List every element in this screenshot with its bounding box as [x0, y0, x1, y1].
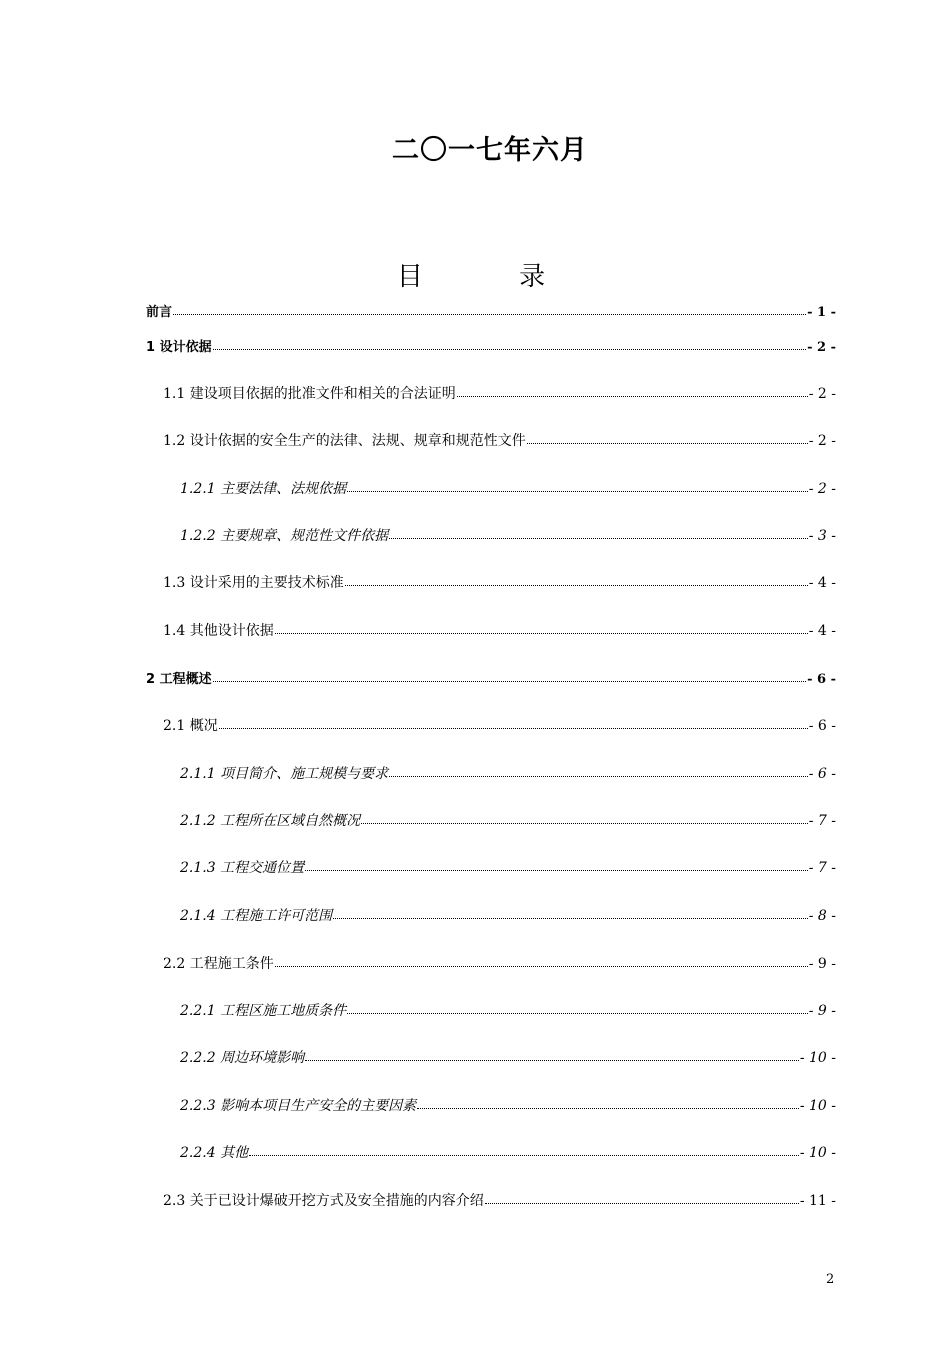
- toc-entry-label: 2.1.1 项目简介、施工规模与要求: [180, 766, 389, 782]
- dot-leader: [173, 302, 806, 316]
- toc-entry-2-1-3[interactable]: [180, 858, 836, 877]
- dot-leader: [347, 1001, 808, 1015]
- dot-leader: [275, 621, 808, 635]
- toc-entry-label: 2.2.1 工程区施工地质条件: [180, 1003, 347, 1019]
- toc-entry-page: - 10 -: [799, 1098, 836, 1114]
- toc-entry-label: 1.1 建设项目依据的批准文件和相关的合法证明: [163, 386, 456, 402]
- toc-entry-label: 2.1.3 工程交通位置: [180, 860, 305, 876]
- toc-entry-label: 1.2.2 主要规章、规范性文件依据: [180, 528, 389, 544]
- toc-entry-label: 2.3 关于已设计爆破开挖方式及安全措施的内容介绍: [163, 1193, 484, 1209]
- toc-entry-page: - 3 -: [808, 528, 836, 544]
- toc-entry-label: 2.2.3 影响本项目生产安全的主要因素: [180, 1098, 417, 1114]
- toc-entry-label: 1.3 设计采用的主要技术标准: [163, 575, 344, 591]
- dot-leader: [457, 384, 808, 398]
- toc-entry-1-4[interactable]: [163, 621, 836, 640]
- toc-entry-1[interactable]: [146, 337, 836, 357]
- toc-entry-page: - 7 -: [808, 860, 836, 876]
- toc-entry-label: 1.2 设计依据的安全生产的法律、法规、规章和规范性文件: [163, 433, 526, 449]
- toc-entry-2-2-1[interactable]: [180, 1001, 836, 1020]
- toc-entry-page: - 10 -: [799, 1050, 836, 1066]
- dot-leader: [275, 954, 808, 968]
- toc-entry-label: 2.1.2 工程所在区域自然概况: [180, 813, 361, 829]
- toc-entry-preface[interactable]: [146, 302, 836, 322]
- toc-entry-2-1-1[interactable]: [180, 764, 836, 783]
- toc-entry-1-3[interactable]: [163, 573, 836, 592]
- toc-entry-2-3[interactable]: [163, 1191, 836, 1210]
- toc-entry-page: - 7 -: [808, 813, 836, 829]
- toc-entry-label: 前言: [146, 305, 173, 320]
- toc-entry-label: 2.2 工程施工条件: [163, 956, 274, 972]
- toc-entry-label: 1.2.1 主要法律、法规依据: [180, 481, 347, 497]
- toc-entry-page: - 10 -: [799, 1145, 836, 1161]
- toc-entry-page: - 2 -: [807, 340, 836, 355]
- toc-entry-page: - 9 -: [808, 1003, 836, 1019]
- toc-entry-page: - 2 -: [808, 481, 836, 497]
- toc-entry-1-2-1[interactable]: [180, 479, 836, 498]
- toc-entry-page: - 6 -: [808, 766, 836, 782]
- dot-leader: [485, 1191, 799, 1205]
- toc-entry-1-1[interactable]: [163, 384, 836, 403]
- dot-leader: [345, 573, 808, 587]
- date-heading: 二〇一七年六月: [392, 135, 588, 166]
- toc-entry-page: - 4 -: [808, 623, 836, 639]
- dot-leader: [219, 716, 808, 730]
- toc-entry-label: 2.2.2 周边环境影响: [180, 1050, 305, 1066]
- toc-entry-page: - 6 -: [808, 718, 836, 734]
- dot-leader: [249, 1143, 799, 1157]
- toc-entry-1-2-2[interactable]: [180, 526, 836, 545]
- toc-entry-2-2-4[interactable]: [180, 1143, 836, 1162]
- toc-entry-2[interactable]: [146, 669, 836, 689]
- toc-entry-2-1-4[interactable]: [180, 906, 836, 925]
- toc-entry-page: - 2 -: [808, 386, 836, 402]
- dot-leader: [389, 764, 808, 778]
- toc-entry-page: - 9 -: [808, 956, 836, 972]
- dot-leader: [305, 1048, 799, 1062]
- dot-leader: [333, 906, 808, 920]
- toc-entry-page: - 4 -: [808, 575, 836, 591]
- page-number: 2: [826, 1272, 835, 1287]
- toc-entry-label: 2 工程概述: [146, 672, 212, 687]
- toc-entry-2-2-3[interactable]: [180, 1096, 836, 1115]
- dot-leader: [389, 526, 808, 540]
- toc-entry-2-2-2[interactable]: [180, 1048, 836, 1067]
- toc-entry-label: 2.2.4 其他: [180, 1145, 249, 1161]
- dot-leader: [527, 431, 808, 445]
- toc-entry-1-2[interactable]: [163, 431, 836, 450]
- toc-entry-page: - 1 -: [807, 305, 836, 320]
- dot-leader: [361, 811, 808, 825]
- toc-entry-2-1-2[interactable]: [180, 811, 836, 830]
- dot-leader: [213, 669, 807, 683]
- toc-entry-label: 2.1.4 工程施工许可范围: [180, 908, 333, 924]
- toc-entry-2-2[interactable]: [163, 954, 836, 973]
- toc-entry-page: - 2 -: [808, 433, 836, 449]
- dot-leader: [305, 858, 808, 872]
- toc-entry-page: - 6 -: [807, 672, 836, 687]
- dot-leader: [417, 1096, 799, 1110]
- toc-entry-2-1[interactable]: [163, 716, 836, 735]
- toc-entry-label: 1.4 其他设计依据: [163, 623, 274, 639]
- toc-entry-page: - 11 -: [799, 1193, 836, 1209]
- dot-leader: [347, 479, 808, 493]
- dot-leader: [213, 337, 807, 351]
- toc-entry-label: 1 设计依据: [146, 340, 212, 355]
- toc-entry-label: 2.1 概况: [163, 718, 218, 734]
- toc-title: 目 录: [396, 262, 590, 292]
- toc-entry-page: - 8 -: [808, 908, 836, 924]
